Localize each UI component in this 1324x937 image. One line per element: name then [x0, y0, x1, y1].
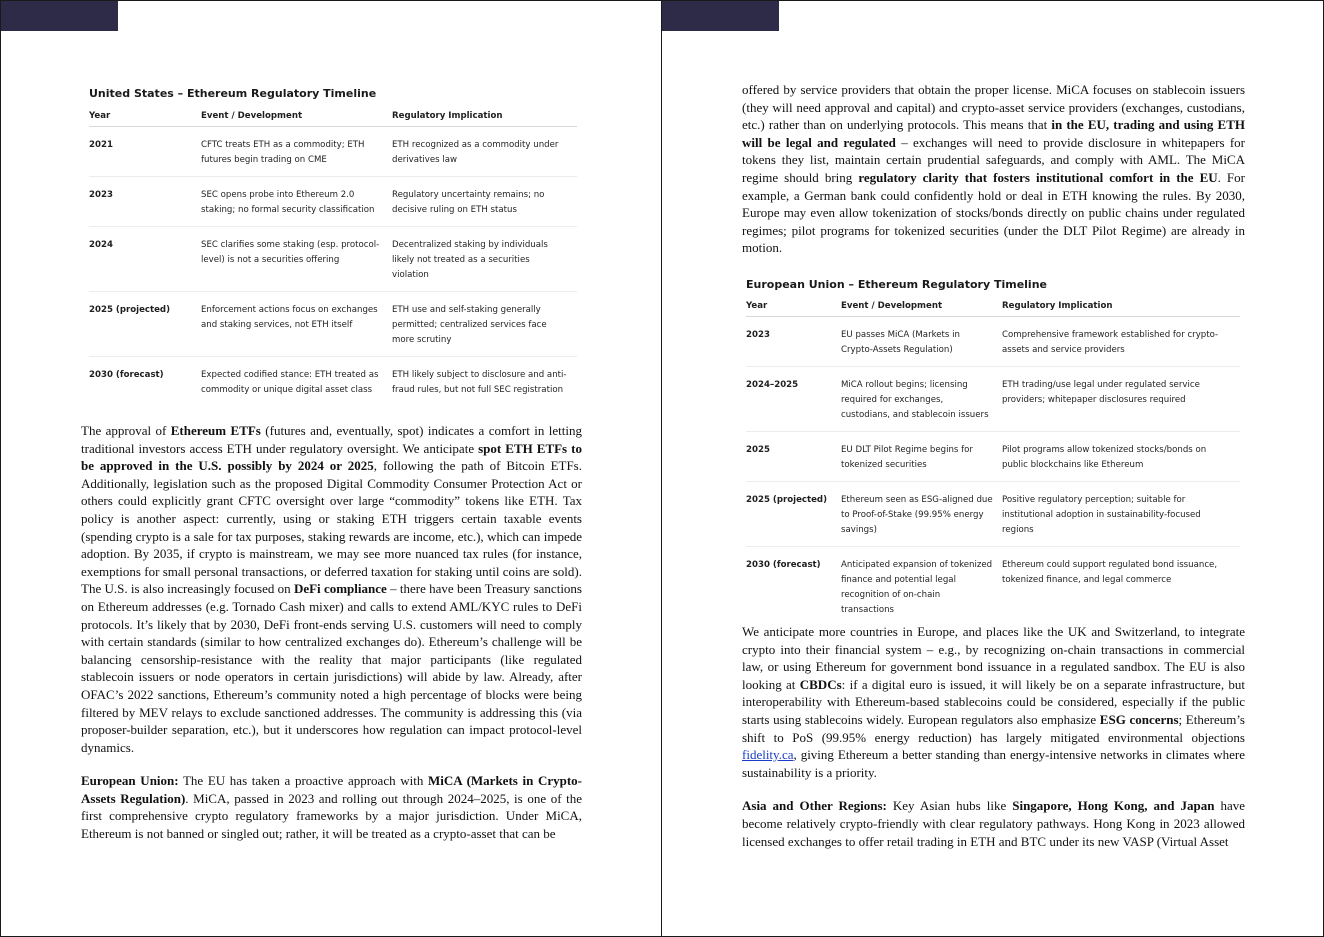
bold-run: spot ETH ETFs to be approved in the U.S. possibly by 2024 or 2025: [81, 440, 582, 474]
row-implication: Decentralized staking by individuals likely not treated as a securities violation: [392, 227, 577, 292]
row-event: SEC opens probe into Ethereum 2.0 staking; no formal security classification: [201, 177, 392, 227]
page-right: [661, 0, 1324, 937]
text-run: . MiCA, passed in 2023 and rolling out through 2024–2025, is one of the first comprehensive crypto regulatory frameworks by a major jurisdiction. Under MiCA, Ethereum is not banned or singled out; rather, it will be treated as a crypto-asset that can be: [81, 790, 583, 842]
col-header-year: Year: [89, 111, 201, 127]
row-implication: ETH trading/use legal under regulated service providers; whitepaper disclosures required: [1002, 367, 1240, 432]
paragraph-eu-intro: [81, 772, 582, 842]
row-event: Ethereum seen as ESG-aligned due to Proof-of-Stake (99.95% energy savings): [841, 482, 1002, 547]
row-implication: ETH use and self-staking generally permitted; centralized services face more scrutiny: [392, 292, 577, 357]
row-year: 2021: [89, 127, 201, 177]
row-event: SEC clarifies some staking (esp. protocol-level) is not a securities offering: [201, 227, 392, 292]
text-run: , following the path of Bitcoin ETFs. Additionally, legislation such as the proposed Digital Commodity Consumer Protection Act or others could explicitly grant CFTC oversight over large “commodity” tokens like ETH. Tax policy is another aspect: currently, using or staking ETH triggers certain taxable events (spending crypto is a sale for tax purposes, staking rewards are income, etc.), which can impede adoption. By 2035, if crypto is mainstream, we may see more nuanced tax rules (for instance, exemptions for small personal transactions, or deferred taxation for staking until coins are sold). The U.S. is also increasingly focused on: [81, 458, 582, 597]
row-implication: Regulatory uncertainty remains; no decisive ruling on ETH status: [392, 177, 577, 227]
row-event: EU DLT Pilot Regime begins for tokenized securities: [841, 432, 1002, 482]
row-year: 2024–2025: [746, 367, 841, 432]
bold-run: Ethereum ETFs: [170, 423, 261, 438]
us-table-title: United States – Ethereum Regulatory Timeline: [89, 87, 377, 100]
row-year: 2025 (projected): [89, 292, 201, 357]
row-year: 2030 (forecast): [89, 370, 164, 380]
bold-run: ESG concerns: [1099, 711, 1179, 727]
row-event: Expected codified stance: ETH treated as commodity or unique digital asset class: [201, 370, 379, 395]
table-row: [89, 357, 577, 407]
bold-run: Singapore, Hong Kong, and Japan: [1012, 798, 1215, 814]
bold-run: in the EU, trading and using ETH will be legal and regulated: [742, 117, 1245, 150]
row-implication: Positive regulatory perception; suitable for institutional adoption in sustainability-focused regions: [1002, 482, 1240, 547]
row-implication: Comprehensive framework established for crypto-assets and service providers: [1002, 317, 1240, 367]
bold-run: Asia and Other Regions:: [742, 798, 887, 814]
row-event: EU passes MiCA (Markets in Crypto-Assets Regulation): [841, 317, 1002, 367]
right-body-text-bottom: [742, 623, 1245, 866]
text-run: We anticipate more countries in Europe, and places like the UK and Switzerland, to integrate crypto into their financial system – e.g., by recognizing on-chain transactions in commercial law, or using Ethereum for government bond issuance in a regulated sandbox. The EU is also looking at: [742, 624, 1245, 692]
text-run: have become relatively crypto-friendly with clear regulatory pathways. Hong Kong in 2023 allowed licensed exchanges to offer retail trading in ETH and BTC under its new VASP (Virtual Asset: [742, 798, 1245, 849]
col-header-implication: Regulatory Implication: [1002, 301, 1240, 317]
table-row: [746, 482, 1240, 547]
row-implication: ETH likely subject to disclosure and anti-fraud rules, but not full SEC registration: [392, 370, 567, 395]
row-implication: Ethereum could support regulated bond issuance, tokenized finance, and legal commerce: [1002, 560, 1218, 585]
text-run: offered by service providers that obtain the proper license. MiCA focuses on stablecoin issuers (they will need approval and capital) and crypto-asset service providers (exchanges, custodians, etc.) rather than on underlying protocols. This means that: [742, 82, 1245, 133]
text-run: The EU has taken a proactive approach with: [178, 773, 428, 789]
bold-run: European Union:: [81, 773, 179, 789]
row-year: 2025: [746, 432, 841, 482]
right-body-text-top: [742, 81, 1245, 273]
eu-timeline-table: [746, 301, 1240, 626]
col-header-year: Year: [746, 301, 841, 317]
table-row: [746, 367, 1240, 432]
row-event: CFTC treats ETH as a commodity; ETH futures begin trading on CME: [201, 127, 392, 177]
table-row: [89, 127, 577, 177]
row-implication: Pilot programs allow tokenized stocks/bonds on public blockchains like Ethereum: [1002, 432, 1240, 482]
bold-run: DeFi compliance: [293, 581, 387, 597]
paragraph-us-etfs: [81, 422, 582, 756]
text-run: The approval of: [81, 423, 171, 438]
table-row: [89, 177, 577, 227]
fidelity-link[interactable]: fidelity.ca: [742, 747, 794, 763]
row-event: Enforcement actions focus on exchanges and staking services, not ETH itself: [201, 292, 392, 357]
row-event: MiCA rollout begins; licensing required for exchanges, custodians, and stablecoin issuers: [841, 367, 1002, 432]
us-timeline-table: [89, 111, 577, 406]
page-header-tab: [662, 1, 779, 31]
table-row: [89, 227, 577, 292]
paragraph-mica: [742, 81, 1245, 257]
row-year: 2023: [746, 317, 841, 367]
row-year: 2024: [89, 227, 201, 292]
bold-run: MiCA (Markets in Crypto-Assets Regulation): [81, 773, 582, 806]
bold-run: CBDCs: [799, 676, 842, 692]
text-run: (futures and, eventually, spot) indicates a comfort in letting traditional investors access ETH under regulatory oversight. We anticipate: [81, 423, 582, 456]
table-row: [746, 317, 1240, 367]
col-header-implication: Regulatory Implication: [392, 111, 577, 127]
paragraph-eu-integration: [742, 623, 1245, 781]
text-run: ; Ethereum’s shift to PoS (99.95% energy reduction) has largely mitigated environmental objections: [742, 711, 1245, 745]
row-year: 2030 (forecast): [746, 560, 821, 570]
table-header-row: [89, 111, 577, 127]
row-year: 2023: [89, 177, 201, 227]
table-row: [746, 432, 1240, 482]
left-body-text: [81, 422, 582, 859]
text-run: – exchanges will need to provide disclosure in whitepapers for tokens they list, maintain certain prudential safeguards, and comply with AML. The MiCA regime should bring: [742, 134, 1245, 185]
page-header-tab: [1, 1, 118, 31]
bold-run: regulatory clarity that fosters institutional comfort in the EU: [858, 169, 1218, 185]
text-run: . For example, a German bank could confidently hold or deal in ETH knowing the rules. By 2030, Europe may even allow tokenization of stocks/bonds directly on public chains under regulated regimes; pilot programs for tokenized securities (under the DLT Pilot Regime) are already in motion.: [742, 169, 1245, 256]
text-run: : if a digital euro is issued, it will likely be on a separate infrastructure, but interoperability with Ethereum-based stablecoins could be considered, especially if the public starts using stablecoins widely. European regulators also emphasize: [742, 676, 1246, 727]
table-row: [746, 547, 1240, 627]
eu-table-title: European Union – Ethereum Regulatory Timeline: [746, 278, 1047, 291]
col-header-event: Event / Development: [841, 301, 1002, 317]
paragraph-asia: [742, 797, 1245, 850]
text-run: , giving Ethereum a better standing than energy-intensive networks in climates where sustainability is a priority.: [742, 747, 1245, 780]
row-event: Anticipated expansion of tokenized finance and potential legal recognition of on-chain transactions: [841, 560, 993, 615]
col-header-event: Event / Development: [201, 111, 392, 127]
text-run: – there have been Treasury sanctions on Ethereum addresses (e.g. Tornado Cash mixer) and calls to extend AML/KYC rules to DeFi protocols. It’s likely that by 2030, DeFi front-ends serving U.S. customers will need to comply with certain standards (similar to how centralized exchanges do). Ethereum’s challenge will be balancing censorship-resistance with the reality that major participants (like regulated stablecoin issuers or node operators in certain jurisdictions) will abide by law. Already, after OFAC’s 2022 sanctions, Ethereum’s community noted a high percentage of blocks were being filtered by MEV relays to exclude sanctioned addresses. The community is addressing this (via proposer-builder separation, etc.), but it underscores how regulation can impact protocol-level dynamics.: [81, 581, 582, 755]
row-implication: ETH recognized as a commodity under derivatives law: [392, 127, 577, 177]
row-year: 2025 (projected): [746, 482, 841, 547]
text-run: Key Asian hubs like: [886, 798, 1013, 814]
table-row: [89, 292, 577, 357]
table-header-row: [746, 301, 1240, 317]
